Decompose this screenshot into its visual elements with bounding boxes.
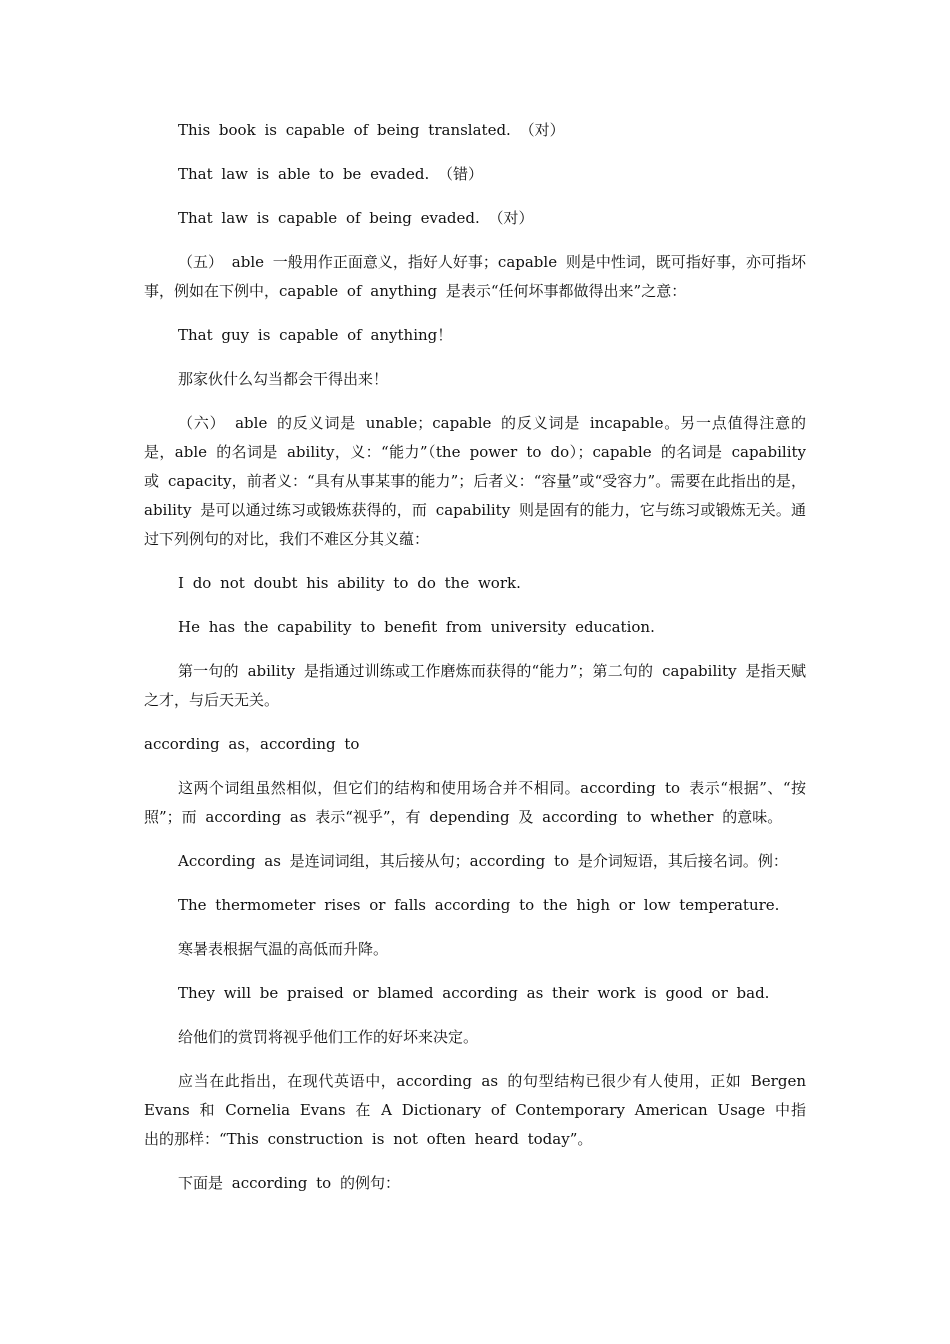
body-paragraph: 下面是 according to 的例句： [178, 1174, 400, 1192]
body-paragraph: 这两个词组虽然相似，但它们的结构和使用场合并不相同。according to 表示“根据”、“按照”；而 according as 表示“视乎”，有 depending 及 according to whether 的意味。 [144, 779, 806, 826]
example-sentence: That guy is capable of anything！ [178, 326, 453, 344]
document-page [144, 116, 806, 1213]
body-paragraph: 第一句的 ability 是指通过训练或工作磨炼而获得的“能力”；第二句的 capability 是指天赋之才，与后天无关。 [144, 662, 806, 709]
translation-sentence: 那家伙什么勾当都会干得出来！ [178, 370, 389, 388]
body-paragraph: （五） able 一般用作正面意义，指好人好事；capable 则是中性词，既可指好事，亦可指坏事，例如在下例中，capable of anything 是表示“任何坏事都做得出来”之意： [144, 253, 806, 300]
example-sentence: The thermometer rises or falls according to the high or low temperature. [178, 896, 780, 914]
body-paragraph: （六） able 的反义词是 unable；capable 的反义词是 incapable。另一点值得注意的是，able 的名词是 ability，义：“能力”（the power to do）；capable 的名词是 capability 或 capacity，前者义：“具有从事某事的能力”；后者义：“容量”或“受容力”。需要在此指出的是，ability 是可以通过练习或锻炼获得的，而 capability 则是固有的能力，它与练习或锻炼无关。通过下列例句的对比，我们不难区分其义蕴： [144, 414, 806, 548]
translation-sentence: 寒暑表根据气温的高低而升降。 [178, 940, 389, 958]
example-sentence: This book is capable of being translated. （对） [178, 121, 565, 139]
example-sentence: That law is able to be evaded. （错） [178, 165, 483, 183]
entry-heading: according as，according to [144, 735, 360, 753]
example-sentence: They will be praised or blamed according as their work is good or bad. [178, 984, 770, 1002]
translation-sentence: 给他们的赏罚将视乎他们工作的好坏来决定。 [178, 1028, 479, 1046]
body-paragraph: According as 是连词词组，其后接从句；according to 是介词短语，其后接名词。例： [178, 852, 788, 870]
example-sentence: I do not doubt his ability to do the work. [178, 574, 521, 592]
example-sentence: That law is capable of being evaded. （对） [178, 209, 534, 227]
body-paragraph: 应当在此指出，在现代英语中，according as 的句型结构已很少有人使用，正如 Bergen Evans 和 Cornelia Evans 在 A Dictionary of Contemporary American Usage 中指出的那样：“This construction is not often heard today”。 [144, 1072, 806, 1148]
example-sentence: He has the capability to benefit from university education. [178, 618, 655, 636]
